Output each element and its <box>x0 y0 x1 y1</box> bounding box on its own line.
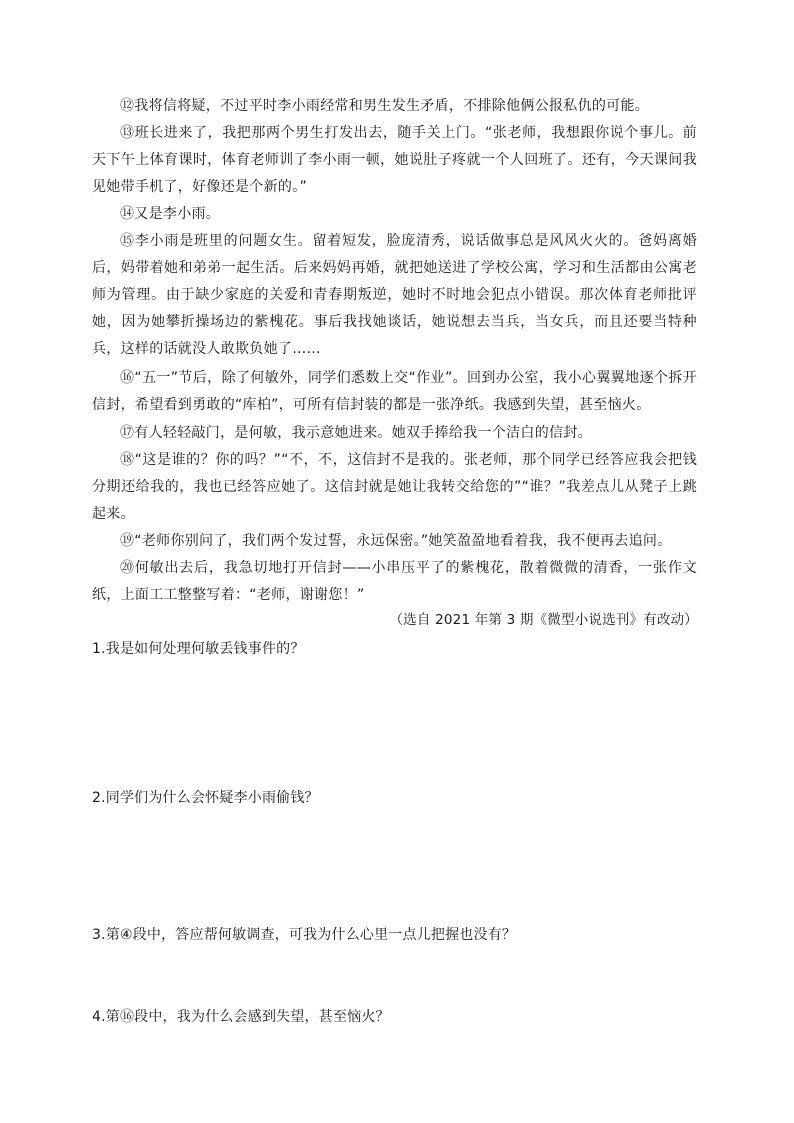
paragraph-19: ⑲“老师你别问了，我们两个发过誓，永远保密。”她笑盈盈地看着我，我不便再去追问。 <box>120 533 672 549</box>
paragraph-14: ⑭又是李小雨。 <box>120 206 221 222</box>
paragraph-15: ⑮李小雨是班里的问题女生。留着短发，脸庞清秀，说话做事总是风风火火的。爸妈离婚后，妈带着她和弟弟一起生活。后来妈妈再婚，就把她送进了学校公寓，学习和生活都由公寓老师为管理。由于缺少家庭的关爱和青春期叛逆，她时不时地会犯点小错误。那次体育老师批评她，因为她攀折操场边的紫槐花。事后我找她谈话，她说想去当兵，当女兵，而且还要当特种兵，这样的话就没人敢欺负她了…… <box>92 233 697 357</box>
paragraph-13: ⑬班长进来了，我把那两个男生打发出去，随手关上门。“张老师，我想跟你说个事儿。前天下午上体育课时，体育老师训了李小雨一顿，她说肚子疼就一个人回班了。还有，今天课间我见她带手机了，好像还是个新的。” <box>92 125 697 195</box>
question-1: 1.我是如何处理何敏丢钱事件的？ <box>92 641 305 657</box>
question-2: 2.同学们为什么会怀疑李小雨偷钱？ <box>92 790 319 806</box>
paragraph-18: ⑱“这是谁的？你的吗？”“不，不，这信封不是我的。张老师，那个同学已经答应我会把钱分期还给我的，我也已经答应她了。这信封就是她让我转交给您的”“谁？”我差点儿从凳子上跳起来。 <box>92 452 697 522</box>
source-citation: （选自 2021 年第 3 期《微型小说选刊》有改动） <box>389 612 698 628</box>
paragraph-20: ⑳何敏出去后，我急切地打开信封——小串压平了的紫槐花，散着微微的清香，一张作文纸，上面工工整整写着：“老师，谢谢您！” <box>92 560 697 603</box>
paragraph-12: ⑫我将信将疑，不过平时李小雨经常和男生发生矛盾，不排除他俩公报私仇的可能。 <box>120 98 650 114</box>
paragraph-17: ⑰有人轻轻敲门，是何敏，我示意她进来。她双手捧给我一个洁白的信封。 <box>120 425 592 441</box>
question-3: 3.第④段中，答应帮何敏调查，可我为什么心里一点儿把握也没有？ <box>92 927 517 943</box>
question-4: 4.第⑯段中，我为什么会感到失望，甚至恼火？ <box>92 1009 390 1025</box>
paragraph-16: ⑯“五一”节后，除了何敏外，同学们悉数上交“作业”。回到办公室，我小心翼翼地逐个拆开信封，希望看到勇敢的“库柏”，可所有信封装的都是一张净纸。我感到失望，甚至恼火。 <box>92 370 697 413</box>
